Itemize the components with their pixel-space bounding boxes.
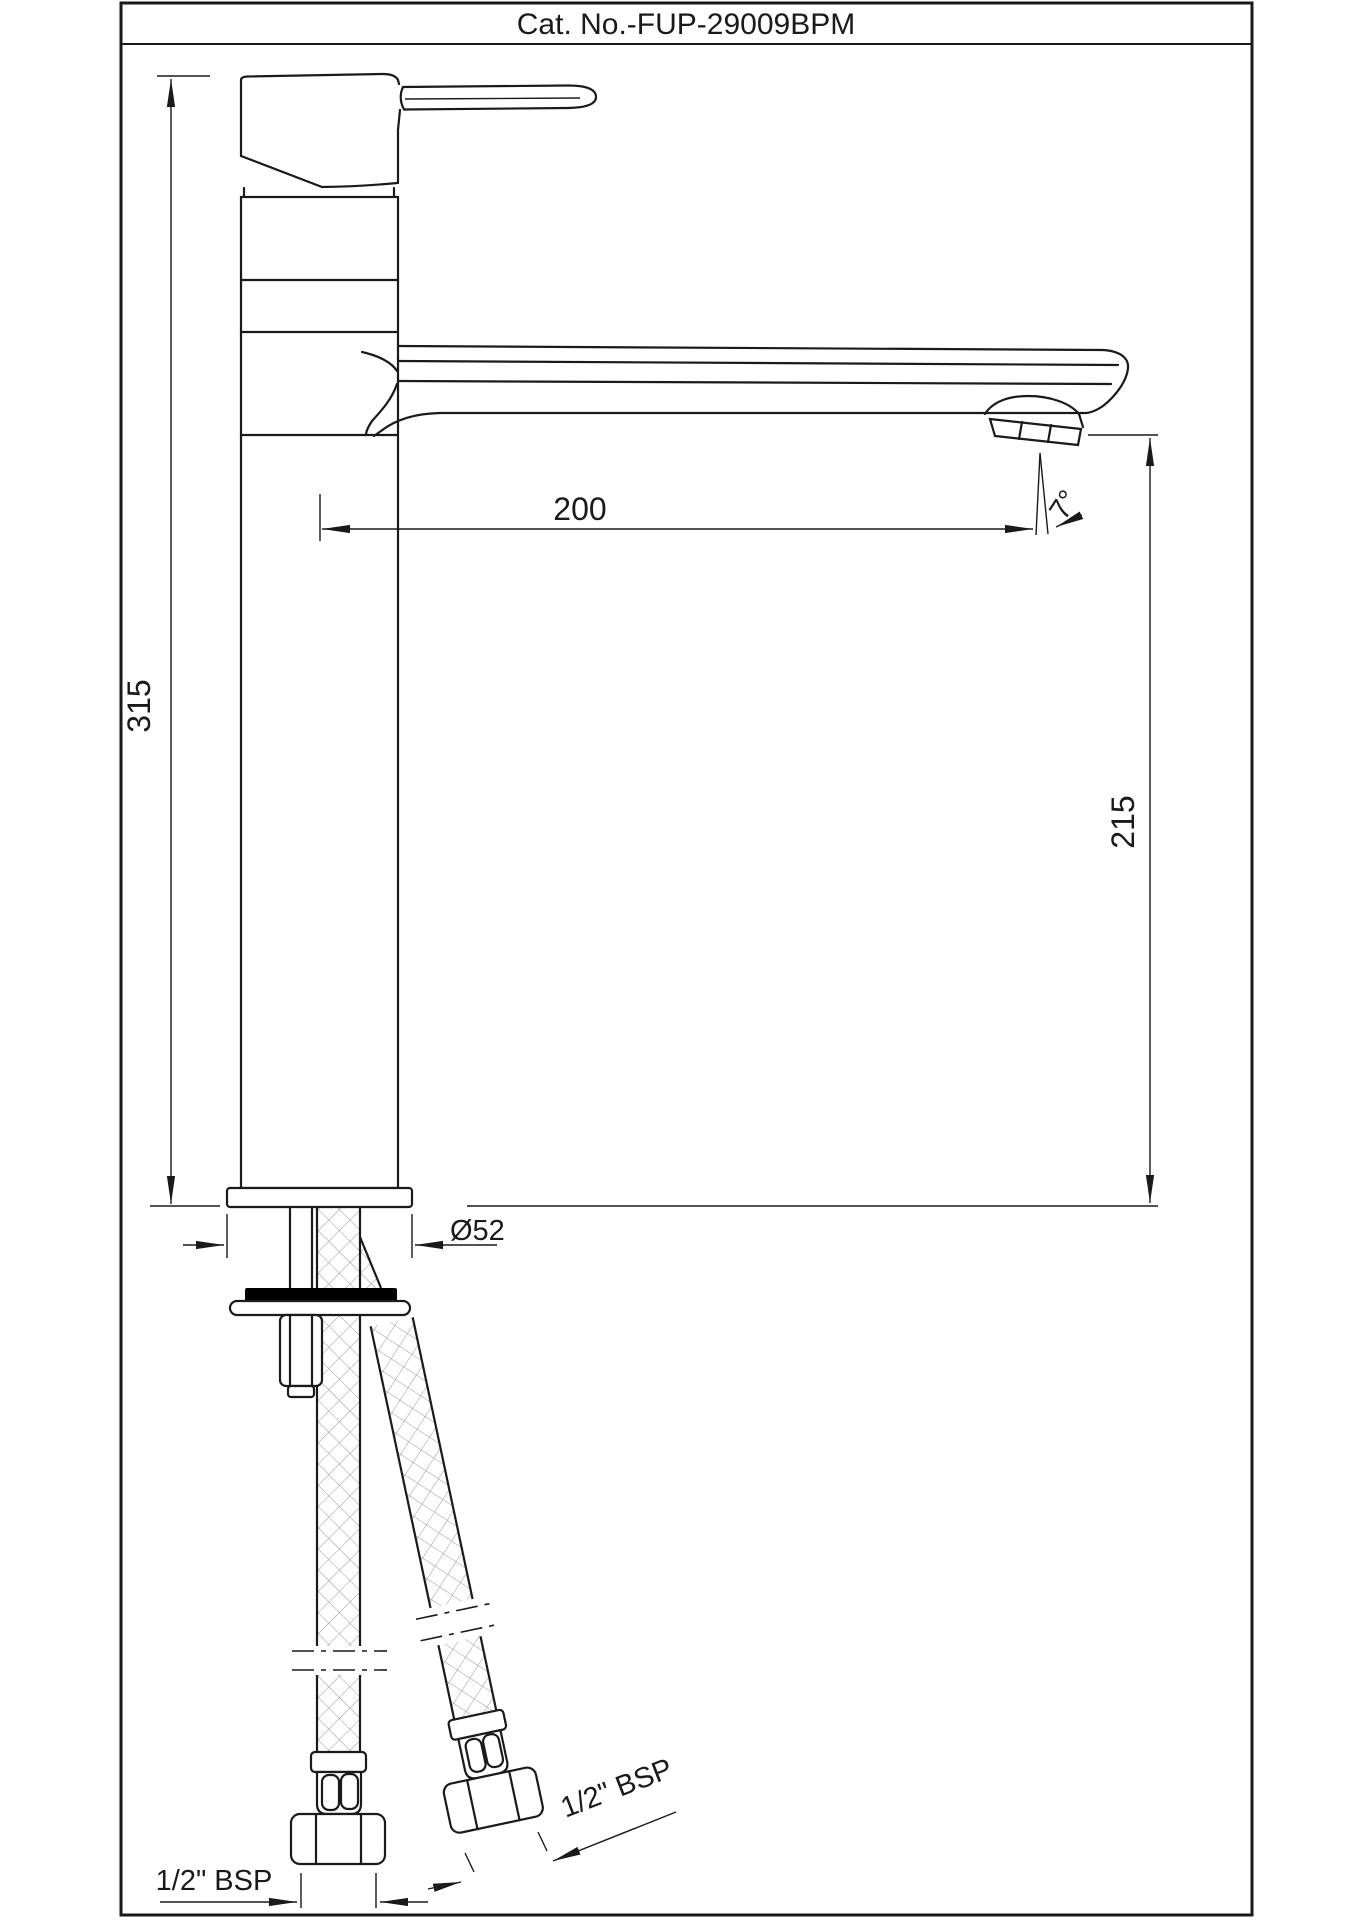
handle-underside — [241, 156, 397, 187]
aerator-slot-band — [990, 419, 1081, 445]
mounting-flange — [230, 1301, 410, 1315]
faucet-body — [227, 197, 412, 1207]
lever-accent-line — [405, 98, 580, 99]
dim-overall-height — [121, 76, 220, 1206]
aerator — [985, 396, 1083, 445]
dim-dia52-label: Ø52 — [450, 1215, 505, 1247]
dim-spout-height — [467, 435, 1158, 1206]
hose-connector-nut — [291, 1814, 385, 1864]
mounting-nut — [280, 1315, 322, 1386]
catalog-number: Cat. No.-FUP-29009BPM — [516, 8, 856, 41]
spout-underside — [374, 413, 1085, 436]
dim-315-label: 315 — [121, 679, 157, 733]
dim-bsp-right-label: 1/2" BSP — [556, 1752, 677, 1825]
faucet-column — [241, 197, 398, 1188]
dim-215-label: 215 — [1105, 795, 1141, 849]
dim-200-label: 200 — [553, 491, 607, 527]
dim-aerator-angle — [1036, 453, 1085, 535]
dim-spout-reach — [320, 491, 1033, 541]
supply-hose-diagonal — [346, 1312, 545, 1834]
hose-connector-nut — [442, 1766, 544, 1834]
title-bar — [517, 8, 855, 41]
rubber-washer — [245, 1288, 397, 1301]
dim-bsp-left-label: 1/2" BSP — [155, 1865, 273, 1897]
dim-7deg-label: 7° — [1043, 484, 1086, 526]
shank-end — [288, 1386, 314, 1397]
dim-inlet-left — [156, 1865, 428, 1908]
hose-break-mark — [416, 1603, 490, 1619]
base-flange — [227, 1188, 412, 1207]
spout-tip — [1085, 350, 1128, 413]
hose-break-mark — [421, 1625, 495, 1641]
hose-crimp-collar — [311, 1752, 366, 1772]
faucet-handle — [241, 74, 596, 197]
